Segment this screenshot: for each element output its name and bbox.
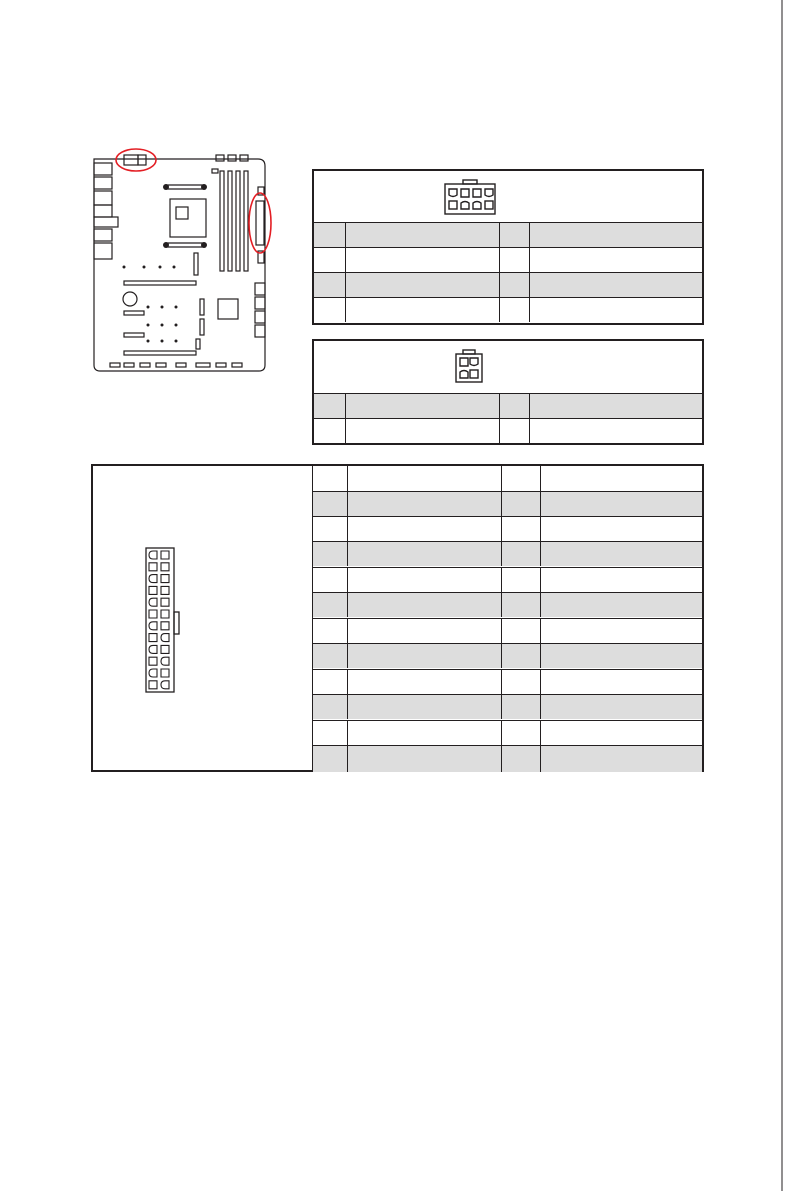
table-row	[313, 694, 702, 719]
table-row	[313, 720, 702, 745]
pin-socket	[161, 622, 169, 630]
pin-socket	[149, 681, 157, 689]
table-row	[314, 297, 702, 322]
cpu-8pin-rows	[314, 222, 702, 323]
pin-socket	[161, 575, 169, 583]
atx-24pin-rows	[313, 465, 702, 772]
table-row	[314, 247, 702, 272]
pin-socket	[161, 563, 169, 571]
table-row	[314, 418, 702, 443]
pin-socket	[161, 634, 169, 642]
pin-socket	[149, 610, 157, 618]
cpu-4pin-pinout-table	[312, 339, 704, 445]
table-row	[313, 516, 702, 541]
pin-socket	[161, 657, 169, 665]
pin-socket	[161, 645, 169, 653]
4-pin-connector-icon	[454, 348, 484, 384]
pin-socket	[149, 598, 157, 606]
pin-socket	[149, 622, 157, 630]
table-row	[313, 643, 702, 668]
pin-socket	[149, 669, 157, 677]
pin-socket	[149, 563, 157, 571]
table-row	[313, 491, 702, 516]
atx-24pin-pinout-table	[91, 464, 704, 772]
table-row	[314, 222, 702, 247]
table-row	[313, 745, 702, 772]
table-row	[314, 393, 702, 418]
pin-socket	[161, 551, 169, 559]
pin-socket	[149, 575, 157, 583]
pin-socket	[149, 586, 157, 594]
motherboard-diagram-icon	[88, 143, 278, 375]
8-pin-connector-icon	[443, 178, 497, 216]
cpu-4pin-rows	[314, 393, 702, 443]
pin-socket	[161, 669, 169, 677]
table-row	[313, 592, 702, 617]
pin-socket	[161, 586, 169, 594]
table-row	[313, 567, 702, 592]
page-cut-line	[778, 0, 786, 1191]
pin-socket	[161, 598, 169, 606]
24-pin-connector-icon	[144, 546, 184, 694]
8-pin-location-marker	[116, 149, 156, 171]
table-row	[313, 669, 702, 694]
table-row	[313, 541, 702, 566]
cpu-8pin-pinout-table	[312, 169, 704, 325]
table-row	[314, 272, 702, 297]
pin-socket	[149, 634, 157, 642]
pin-socket	[149, 657, 157, 665]
pin-socket	[149, 645, 157, 653]
pin-socket	[149, 551, 157, 559]
24-pin-location-marker	[249, 193, 271, 253]
table-row	[313, 618, 702, 643]
pin-socket	[161, 681, 169, 689]
table-row	[313, 465, 702, 491]
pin-socket	[161, 610, 169, 618]
